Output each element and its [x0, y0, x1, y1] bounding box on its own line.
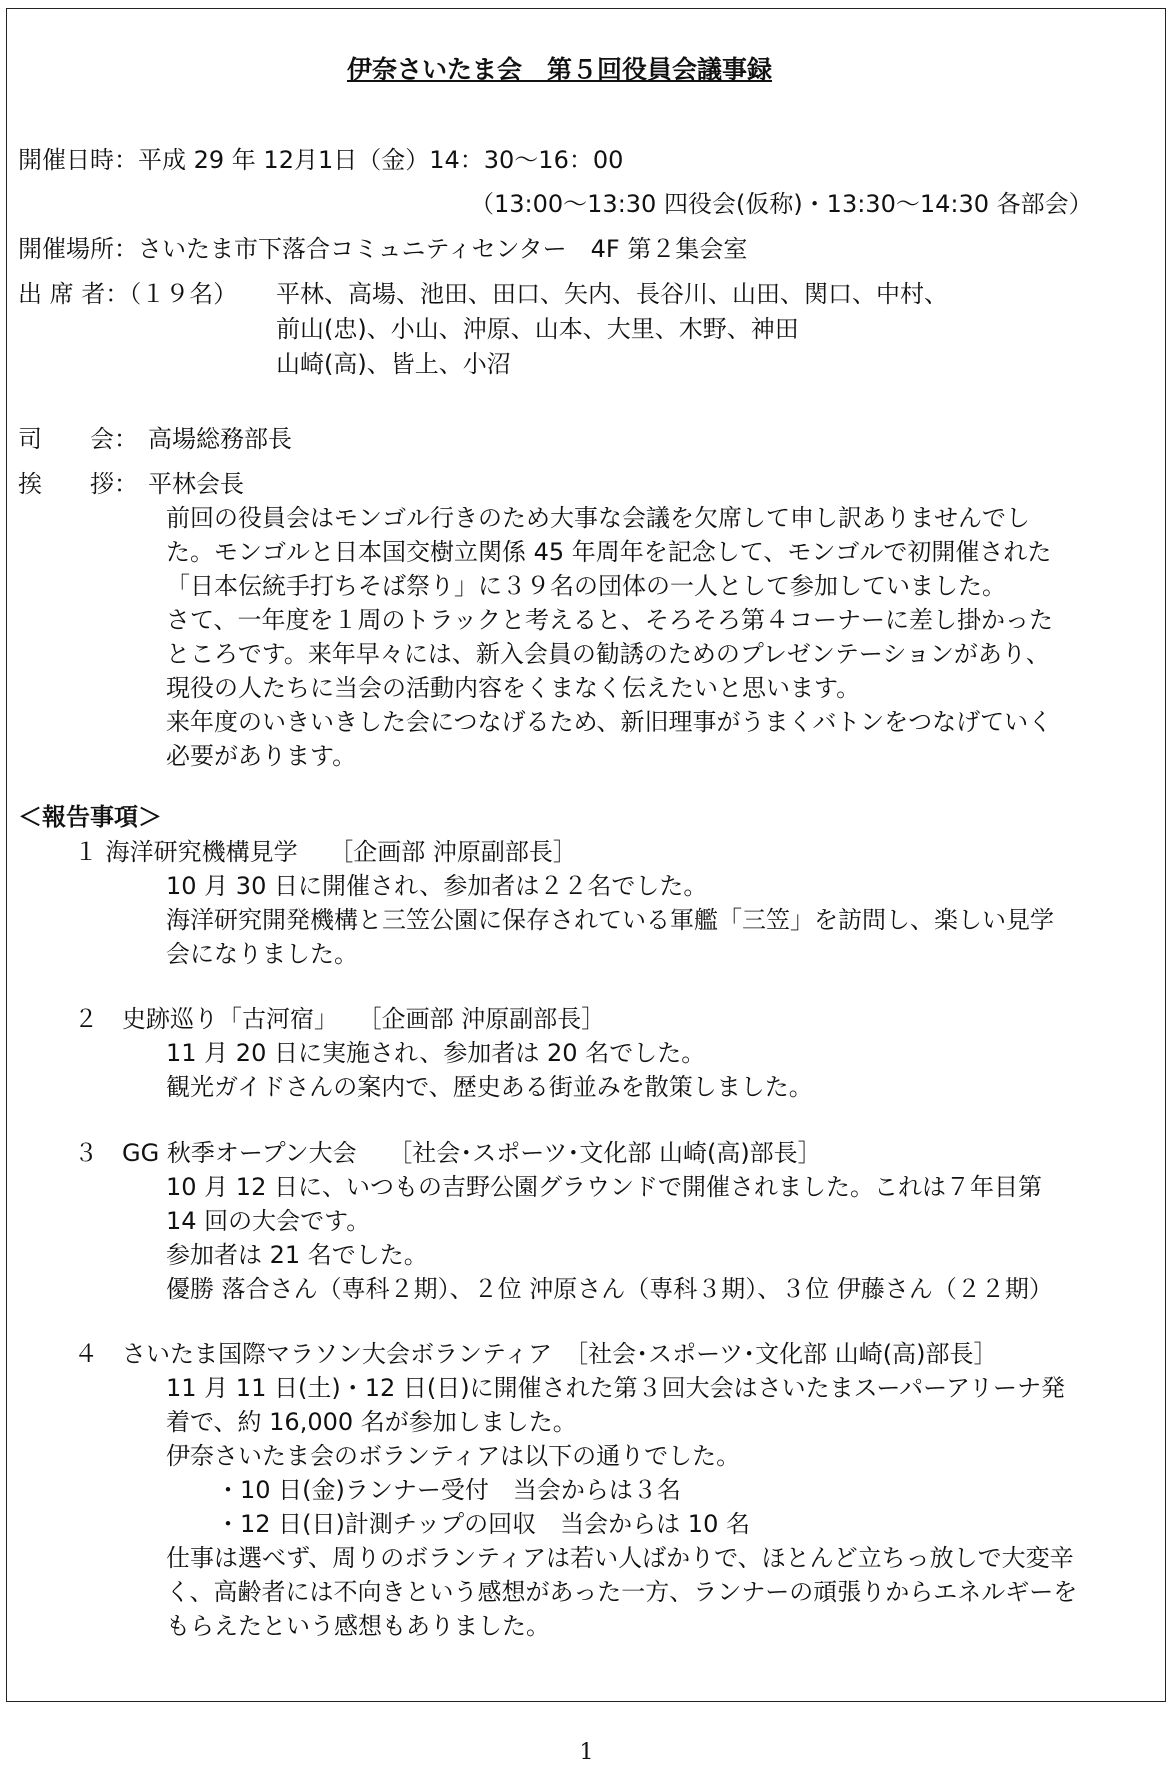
- greeting-line: 「日本伝統手打ちそば祭り」に３９名の団体の一人として参加していました。: [166, 572, 1006, 600]
- report-line: く、高齢者には不向きという感想があった一方、ランナーの頑張りからエネルギーを: [166, 1578, 1078, 1606]
- attendees-line: 平林、高場、池田、田口、矢内、長谷川、山田、関口、中村、: [276, 280, 948, 308]
- meeting-place: 開催場所：さいたま市下落合コミュニティセンター 4F 第２集会室: [18, 235, 748, 263]
- report-line: 会になりました。: [166, 940, 358, 968]
- report-line: 11 月 20 日に実施され、参加者は 20 名でした。: [166, 1039, 706, 1067]
- report-line: 観光ガイドさんの案内で、歴史ある街並みを散策しました。: [166, 1073, 813, 1101]
- report-bullet: ・10 日(金)ランナー受付 当会からは３名: [216, 1476, 681, 1504]
- greeting-line: 必要があります。: [166, 742, 357, 770]
- document-title: 伊奈さいたま会 第５回役員会議事録: [347, 55, 773, 84]
- report-title: ４ さいたま国際マラソン大会ボランティア ［社会･スポーツ･文化部 山崎(高)部長］: [74, 1340, 998, 1368]
- report-line: 着で、約 16,000 名が参加しました。: [166, 1408, 577, 1436]
- greeting-line: 現役の人たちに当会の活動内容をくまなく伝えたいと思います。: [166, 674, 861, 702]
- meeting-schedule-detail: （13:00〜13:30 四役会(仮称)・13:30〜14:30 各部会）: [470, 190, 1093, 218]
- report-line: 14 回の大会です。: [166, 1207, 371, 1235]
- attendees-line: 山崎(高)、皆上、小沼: [276, 350, 511, 378]
- report-line: 参加者は 21 名でした。: [166, 1241, 428, 1269]
- report-line: 10 月 30 日に開催され、参加者は２２名でした。: [166, 872, 708, 900]
- greeting-line: 前回の役員会はモンゴル行きのため大事な会議を欠席して申し訳ありませんでし: [166, 504, 1030, 532]
- report-line: 仕事は選べず、周りのボランティアは若い人ばかりで、ほとんど立ちっ放しで大変辛: [166, 1544, 1074, 1572]
- greeting-speaker: 平林会長: [148, 470, 244, 498]
- report-title: ２ 史跡巡り「古河宿」 ［企画部 沖原副部長］: [74, 1005, 606, 1033]
- report-line: もらえたという感想もありました。: [166, 1612, 550, 1640]
- report-line: 11 月 11 日(土)・12 日(日)に開催された第３回大会はさいたまスーパーアリーナ発: [166, 1374, 1066, 1402]
- report-title: ３ GG 秋季オープン大会 ［社会･スポーツ･文化部 山崎(高)部長］: [74, 1139, 822, 1167]
- report-line: 伊奈さいたま会のボランティアは以下の通りでした。: [166, 1442, 741, 1470]
- greeting-label: 挨 拶：: [18, 470, 138, 498]
- greeting-line: た。モンゴルと日本国交樹立関係 45 年周年を記念して、モンゴルで初開催された: [166, 538, 1052, 566]
- report-line: 海洋研究開発機構と三笠公園に保存されている軍艦「三笠」を訪問し、楽しい見学: [166, 906, 1054, 934]
- meeting-date: 開催日時：平成 29 年 12月1日（金）14：30〜16：00: [18, 146, 624, 174]
- greeting-line: 来年度のいきいきした会につなげるため、新旧理事がうまくバトンをつなげていく: [166, 708, 1053, 736]
- attendees-line: 前山(忠)、小山、沖原、山本、大里、木野、神田: [276, 315, 799, 343]
- reports-heading: ＜報告事項＞: [18, 803, 162, 831]
- chair-label: 司 会：: [18, 425, 138, 453]
- greeting-line: ところです。来年早々には、新入会員の勧誘のためのプレゼンテーションがあり、: [166, 640, 1050, 668]
- report-bullet: ・12 日(日)計測チップの回収 当会からは 10 名: [216, 1510, 750, 1538]
- greeting-line: さて、一年度を１周のトラックと考えると、そろそろ第４コーナーに差し掛かった: [166, 606, 1054, 634]
- attendees-label: 出 席 者：（１９名）: [18, 280, 238, 308]
- report-line: 10 月 12 日に、いつもの吉野公園グラウンドで開催されました。これは７年目第: [166, 1173, 1042, 1201]
- report-title: １ 海洋研究機構見学 ［企画部 沖原副部長］: [74, 838, 577, 866]
- report-line: 優勝 落合さん（専科２期）、２位 沖原さん（専科３期）、３位 伊藤さん（２２期）: [166, 1275, 1053, 1303]
- page-number: 1: [579, 1740, 594, 1765]
- chair-name: 高場総務部長: [148, 425, 292, 453]
